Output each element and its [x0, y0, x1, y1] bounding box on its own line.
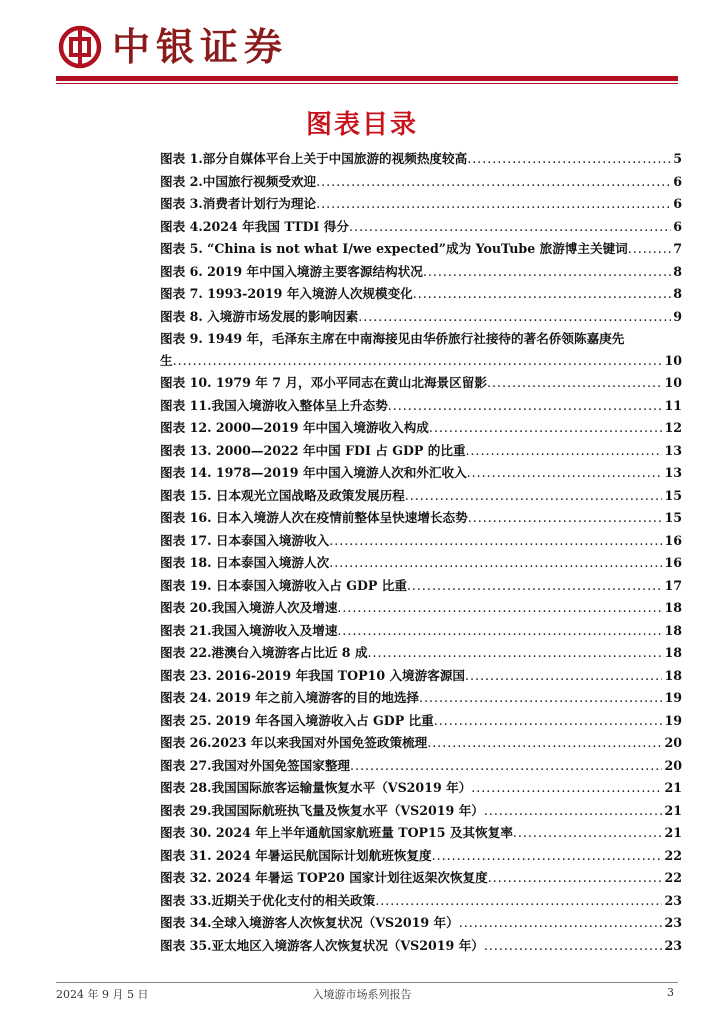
toc-entry-page: 18: [664, 667, 682, 683]
toc-leader-dots: [329, 552, 662, 575]
toc-entry[interactable]: [160, 845, 682, 868]
toc-entry-label: 图表 4.2024 年我国 TTDI 得分: [160, 218, 349, 234]
toc-leader-dots: [468, 507, 663, 530]
toc-entry[interactable]: [160, 238, 682, 261]
toc-entry-page: 12: [664, 420, 682, 435]
toc-entry[interactable]: [160, 912, 682, 935]
toc-entry[interactable]: [160, 485, 682, 508]
toc-leader-dots: [467, 148, 671, 171]
toc-entry-page: 21: [664, 825, 682, 840]
toc-leader-dots: [350, 755, 662, 778]
toc-leader-dots: [329, 530, 662, 553]
toc-leader-dots: [471, 777, 662, 800]
toc-entry[interactable]: [160, 575, 682, 598]
toc-leader-dots: [405, 485, 663, 508]
toc-leader-dots: [427, 732, 662, 755]
toc-leader-dots: [434, 710, 663, 733]
toc-entry-label-continued: 生: [160, 353, 173, 368]
toc-entry-label: 图表 11.我国入境游收入整体呈上升态势: [160, 397, 388, 413]
toc-leader-dots: [316, 193, 671, 216]
toc-entry-label: 图表 8. 入境游市场发展的影响因素: [160, 308, 359, 324]
toc-entry-label: 图表 30. 2024 年上半年通航国家航班量 TOP15 及其恢复率: [160, 825, 513, 840]
toc-entry-label: 图表 14. 1978—2019 年中国入境游人次和外汇收入: [160, 465, 467, 480]
toc-entry-page: 23: [664, 937, 682, 953]
toc-leader-dots: [513, 822, 663, 845]
toc-entry[interactable]: [160, 755, 682, 778]
toc-entry-page: 20: [664, 757, 682, 773]
toc-entry[interactable]: [160, 372, 682, 395]
toc-leader-dots: [316, 171, 671, 194]
toc-leader-dots: [628, 238, 671, 261]
toc-entry-page: 22: [664, 870, 682, 885]
toc-entry-page: 8: [673, 263, 682, 279]
toc-entry-page: 20: [664, 735, 682, 750]
toc-entry-page: 21: [664, 780, 682, 795]
toc-entry[interactable]: [160, 665, 682, 688]
toc-leader-dots: [173, 350, 663, 372]
toc-leader-dots: [484, 935, 663, 958]
toc-entry[interactable]: [160, 732, 682, 755]
toc-leader-dots: [484, 800, 663, 823]
footer-report-title: 入境游市场系列报告: [312, 988, 412, 1001]
toc-entry-label: 图表 12. 2000—2019 年中国入境游收入构成: [160, 420, 429, 435]
footer-date: 2024 年 9 月 5 日: [56, 988, 149, 1001]
toc-leader-dots: [349, 216, 671, 239]
toc-entry[interactable]: [160, 328, 682, 372]
toc-entry-label: 图表 17. 日本泰国入境游收入: [160, 532, 330, 548]
toc-entry-label: 图表 28.我国国际旅客运输量恢复水平（VS2019 年）: [160, 780, 472, 795]
toc-leader-dots: [467, 462, 663, 485]
toc-leader-dots: [413, 283, 671, 306]
toc-entry[interactable]: [160, 822, 682, 845]
toc-entry-label: 图表 2.中国旅行视频受欢迎: [160, 173, 317, 189]
footer-rule: [56, 982, 678, 983]
toc-entry-page: 6: [673, 173, 682, 189]
toc-entry-label: 图表 29.我国国际航班执飞量及恢复水平（VS2019 年）: [160, 802, 484, 818]
toc-entry-page: 15: [664, 487, 682, 503]
toc-entry-page: 23: [664, 915, 682, 930]
toc-entry-page: 19: [664, 712, 682, 728]
toc-entry-label: 图表 9. 1949 年，毛泽东主席在中南海接见由华侨旅行社接待的著名侨领陈嘉庚先: [160, 331, 625, 346]
brand-name: 中银证券: [112, 25, 289, 69]
toc-entry[interactable]: [160, 530, 682, 553]
toc-entry[interactable]: [160, 710, 682, 733]
toc-entry-label: 图表 27.我国对外国免签国家整理: [160, 757, 351, 773]
toc-entry[interactable]: [160, 216, 682, 239]
toc-entry-page: 5: [673, 151, 682, 166]
toc-entry[interactable]: [160, 171, 682, 194]
toc-entry-label: 图表 24. 2019 年之前入境游客的目的地选择: [160, 690, 420, 705]
toc-leader-dots: [375, 890, 662, 913]
toc-entry-label: 图表 3.消费者计划行为理论: [160, 196, 317, 211]
toc-leader-dots: [337, 597, 662, 620]
toc-entry[interactable]: [160, 777, 682, 800]
toc-entry-page: 9: [673, 308, 682, 324]
toc-entry-page: 13: [664, 442, 682, 458]
toc-entry-label: 图表 19. 日本泰国入境游收入占 GDP 比重: [160, 577, 407, 593]
toc-entry-label: 图表 35.亚太地区入境游客人次恢复状况（VS2019 年）: [160, 937, 484, 953]
toc-entry-label: 图表 23. 2016-2019 年我国 TOP10 入境游客源国: [160, 667, 466, 683]
toc-entry[interactable]: [160, 800, 682, 823]
toc-leader-dots: [487, 372, 663, 395]
toc-entry-label: 图表 15. 日本观光立国战略及政策发展历程: [160, 487, 405, 503]
toc-entry[interactable]: [160, 306, 682, 329]
toc-entry[interactable]: [160, 261, 682, 284]
toc-entry-label: 图表 34.全球入境游客人次恢复状况（VS2019 年）: [160, 915, 459, 930]
toc-leader-dots: [459, 912, 663, 935]
toc-entry-page: 13: [664, 465, 682, 480]
toc-entry[interactable]: [160, 642, 682, 665]
toc-leader-dots: [488, 867, 663, 890]
toc-entry[interactable]: [160, 193, 682, 216]
header-rule: [56, 76, 678, 81]
toc-entry-label: 图表 6. 2019 年中国入境游主要客源结构状况: [160, 263, 423, 279]
toc-entry-label: 图表 25. 2019 年各国入境游收入占 GDP 比重: [160, 712, 434, 728]
footer-page-number: 3: [667, 986, 674, 999]
toc-entry[interactable]: [160, 552, 682, 575]
toc-entry-label: 图表 5. “China is not what I/we expected”成为 YouTube 旅游博主关键词: [160, 241, 628, 256]
toc-entry[interactable]: [160, 507, 682, 530]
toc-entry[interactable]: [160, 935, 682, 958]
toc-entry-page: 16: [664, 532, 682, 548]
toc-entry-label: 图表 13. 2000—2022 年中国 FDI 占 GDP 的比重: [160, 442, 466, 458]
toc-entry[interactable]: [160, 890, 682, 913]
toc-entry-page: 10: [664, 375, 682, 390]
toc-entry-label: 图表 1.部分自媒体平台上关于中国旅游的视频热度较高: [160, 151, 468, 166]
toc-entry-page: 18: [664, 622, 682, 638]
toc-entry[interactable]: [160, 440, 682, 463]
toc-entry[interactable]: [160, 395, 682, 418]
toc-leader-dots: [429, 417, 663, 440]
toc-leader-dots: [466, 440, 663, 463]
toc-entry-page: 16: [664, 555, 682, 570]
toc-leader-dots: [407, 575, 663, 598]
toc-entry-page: 10: [664, 353, 682, 368]
toc-entry-label: 图表 16. 日本入境游人次在疫情前整体呈快速增长态势: [160, 510, 468, 525]
toc-entry-label: 图表 31. 2024 年暑运民航国际计划航班恢复度: [160, 847, 432, 863]
toc-entry[interactable]: [160, 283, 682, 306]
toc-leader-dots: [432, 845, 663, 868]
toc-entry-label: 图表 32. 2024 年暑运 TOP20 国家计划往返架次恢复度: [160, 870, 488, 885]
toc-leader-dots: [368, 642, 663, 665]
toc-entry-label: 图表 10. 1979 年 7 月，邓小平同志在黄山北海景区留影: [160, 375, 487, 390]
toc-entry-label: 图表 22.港澳台入境游客占比近 8 成: [160, 645, 368, 660]
toc-leader-dots: [337, 620, 662, 643]
toc-entry-page: 22: [664, 847, 682, 863]
toc-entry-page: 18: [664, 600, 682, 615]
toc-entry-page: 11: [664, 397, 682, 413]
toc-entry-label: 图表 18. 日本泰国入境游人次: [160, 555, 330, 570]
toc-entry[interactable]: [160, 687, 682, 710]
toc-entry[interactable]: [160, 620, 682, 643]
toc-entry-label: 图表 7. 1993-2019 年入境游人次规模变化: [160, 286, 413, 301]
toc-entry-page: 17: [664, 577, 682, 593]
toc-entry-label: 图表 20.我国入境游人次及增速: [160, 600, 338, 615]
page-title: 图表目录: [305, 110, 418, 140]
toc-entry-label: 图表 26.2023 年以来我国对外国免签政策梳理: [160, 735, 428, 750]
toc-entry-page: 7: [673, 241, 682, 256]
toc-entry[interactable]: [160, 148, 682, 171]
toc-leader-dots: [419, 687, 662, 710]
toc-entry-page: 6: [673, 196, 682, 211]
bank-of-china-logo-icon: [58, 25, 102, 69]
header-rule-thin: [56, 83, 678, 84]
toc-entry-page: 6: [673, 218, 682, 234]
toc-entry-label: 图表 21.我国入境游收入及增速: [160, 622, 338, 638]
toc-entry-page: 15: [664, 510, 682, 525]
toc-entry-page: 23: [664, 892, 682, 908]
toc-entry[interactable]: [160, 462, 682, 485]
toc-entry-page: 8: [673, 286, 682, 301]
toc-entry[interactable]: [160, 867, 682, 890]
toc-entry-page: 21: [664, 802, 682, 818]
toc-entry[interactable]: [160, 597, 682, 620]
toc-leader-dots: [423, 261, 671, 284]
page-header: [0, 0, 724, 88]
toc-entry-page: 18: [664, 645, 682, 660]
toc-leader-dots: [358, 306, 671, 329]
table-of-figures: [160, 148, 682, 957]
toc-entry-label: 图表 33.近期关于优化支付的相关政策: [160, 892, 376, 908]
toc-entry-page: 19: [664, 690, 682, 705]
toc-leader-dots: [388, 395, 663, 418]
toc-entry[interactable]: [160, 417, 682, 440]
toc-leader-dots: [465, 665, 662, 688]
